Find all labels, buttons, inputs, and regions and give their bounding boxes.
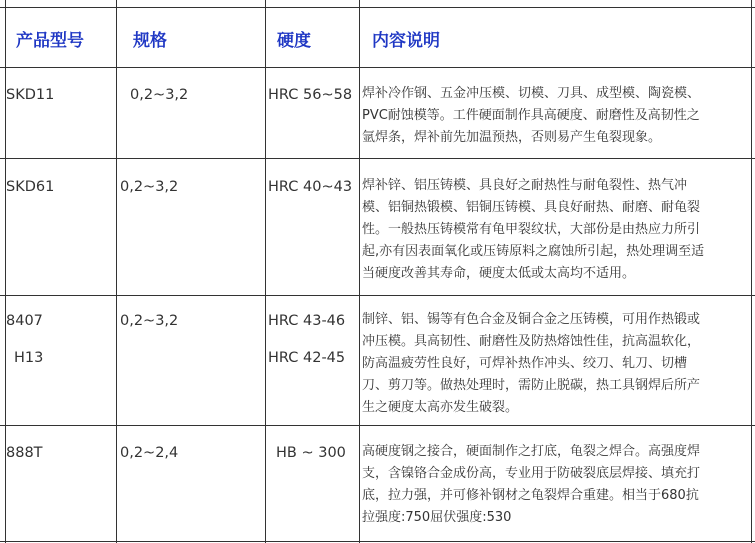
row-divider bbox=[0, 295, 755, 296]
row-description: 高硬度钢之接合，硬面制作之打底，龟裂之焊合。高强度焊 支，含镍铬合金成份高，专业用于防破裂底层焊接、填充打 底，拉力强，并可修补钢材之龟裂焊合重建。相当于680抗 拉强度:750屈伏强度:530 bbox=[362, 444, 701, 525]
header-hardness: 硬度 bbox=[277, 31, 311, 51]
header-model: 产品型号 bbox=[16, 31, 84, 51]
row-spec: 0,2~3,2 bbox=[130, 87, 189, 103]
row-model: 8407 bbox=[6, 313, 43, 329]
row-divider bbox=[0, 158, 755, 159]
row-hardness: HRC 56~58 bbox=[268, 87, 353, 103]
row-divider bbox=[0, 425, 755, 426]
row-hardness: HB ~ 300 bbox=[276, 445, 346, 461]
row-divider bbox=[0, 67, 755, 68]
row-model: SKD11 bbox=[6, 87, 55, 103]
row-spec: 0,2~3,2 bbox=[120, 179, 179, 195]
column-divider bbox=[751, 0, 752, 543]
column-divider bbox=[116, 0, 117, 543]
row-divider bbox=[0, 7, 755, 8]
column-divider bbox=[5, 0, 6, 543]
row-hardness: HRC 43-46 bbox=[268, 313, 346, 329]
row-hardness: HRC 40~43 bbox=[268, 179, 353, 195]
column-divider bbox=[265, 0, 266, 543]
row-divider bbox=[0, 541, 755, 542]
row-hardness-alt: HRC 42-45 bbox=[268, 350, 346, 366]
row-description: 焊补锌、铝压铸模、具良好之耐热性与耐龟裂性、热气冲 模、铝铜热锻模、铝铜压铸模、具良好耐热、耐磨、耐龟裂 性。一般热压铸模常有龟甲裂纹状，大部份是由热应力所引 起,亦有因表面氧化或压铸原料之腐蚀所引起，热处理调至适 当硬度改善其寿命，硬度太低或太高均不适用。 bbox=[362, 178, 705, 281]
row-spec: 0,2~3,2 bbox=[120, 313, 179, 329]
row-spec: 0,2~2,4 bbox=[120, 445, 179, 461]
header-description: 内容说明 bbox=[372, 31, 440, 51]
row-model-alt: H13 bbox=[14, 350, 44, 366]
header-spec: 规格 bbox=[133, 31, 167, 51]
row-model: SKD61 bbox=[6, 179, 55, 195]
row-model: 888T bbox=[6, 445, 43, 461]
column-divider bbox=[359, 0, 360, 543]
row-description: 制锌、铝、锡等有色合金及铜合金之压铸模，可用作热锻或 冲压模。具高韧性、耐磨性及防热熔蚀性佳，抗高温软化， 防高温疲劳性良好，可焊补热作冲头、绞刀、轧刀、切槽 刀、剪刀等。做热处理时，需防止脱碳，热工具钢焊后所产 生之硬度太高亦发生破裂。 bbox=[362, 312, 701, 415]
row-description: 焊补冷作钢、五金冲压模、切模、刀具、成型模、陶瓷模、 PVC耐蚀模等。工件硬面制作具高硬度、耐磨性及高韧性之 氩焊条，焊补前先加温预热，否则易产生龟裂现象。 bbox=[362, 86, 701, 145]
